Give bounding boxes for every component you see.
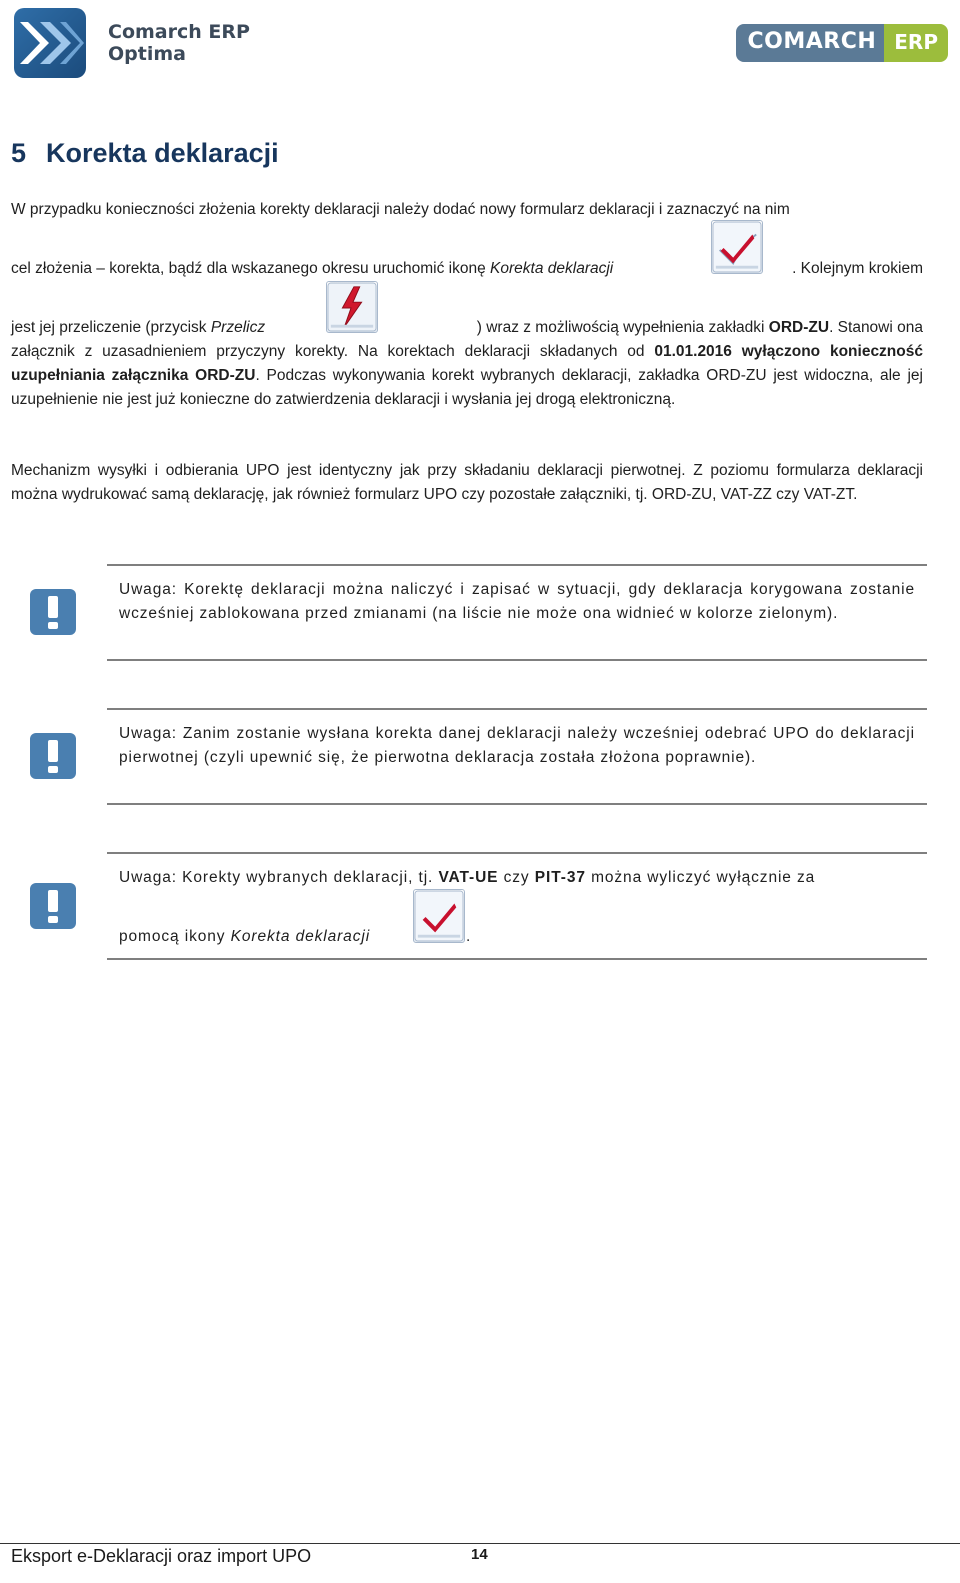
note-3-korekta-label: Korekta deklaracji [230, 928, 371, 945]
note-1-bottom-rule [107, 659, 927, 661]
section-number: 5 [11, 138, 27, 168]
p1-l2-korekta-label: Korekta deklaracji [490, 260, 614, 277]
page-number: 14 [471, 1546, 488, 1563]
section-title: Korekta deklaracji [46, 138, 279, 168]
note-3-text-c: można wyliczyć wyłącznie za [585, 869, 816, 886]
warning-exclamation-icon [30, 733, 76, 779]
p1-rest-text-b: . Podczas wykonywania korekt wybranych deklaracji, zakładka ORD-ZU jest widoczna, ale jej uzupełnienie nie jest już konieczne do zatwierdzenia deklaracji i wysłania jej drogą elektroniczną. [11, 367, 923, 408]
brand-comarch: COMARCH [736, 24, 885, 62]
p1-rest-text-a: załącznik z uzasadnieniem przyczyny korekty. Na korektach deklaracji składanych od [11, 343, 655, 360]
p1-l3-text-a: jest jej przeliczenie (przycisk [11, 319, 211, 336]
note-1-text: Uwaga: Korektę deklaracji można naliczyć i zapisać w sytuacji, gdy deklaracja korygowana zostanie wcześniej zablokowana przed zmianami (na liście nie może ona widnieć w kolorze zielonym). [119, 581, 915, 622]
p1-l3-przelicz-label: Przelicz [210, 319, 266, 336]
p1-l3-text-c: . Stanowi ona [829, 319, 923, 336]
paragraph-1-line-3-end [477, 316, 923, 340]
product-name-line2: Optima [108, 43, 186, 65]
page-header [0, 0, 960, 90]
warning-exclamation-icon [30, 883, 76, 929]
product-name [108, 21, 250, 65]
przelicz-lightning-icon[interactable] [326, 281, 378, 333]
comarch-erp-optima-logo [14, 8, 250, 78]
note-1-top-rule [107, 564, 927, 566]
note-3-bottom-rule [107, 958, 927, 960]
note-2-top-rule [107, 708, 927, 710]
p1-rest-bold: 01.01.2016 wyłączono konieczność uzupełniania załącznika ORD-ZU [11, 343, 923, 384]
optima-logo-icon [14, 8, 86, 78]
note-2-bottom-rule [107, 803, 927, 805]
note-2-text: Uwaga: Zanim zostanie wysłana korekta danej deklaracji należy wcześniej odebrać UPO do deklaracji pierwotnej (czyli upewnić się, że pierwotna deklaracja została złożona poprawnie). [119, 725, 915, 766]
p1-l2-text-a: cel złożenia – korekta, bądź dla wskazanego okresu uruchomić ikonę [11, 260, 491, 277]
note-3-period: . [466, 928, 472, 945]
korekta-deklaracji-icon[interactable] [711, 220, 763, 274]
note-3-pit-37: PIT-37 [534, 869, 586, 886]
note-3-line-2 [119, 925, 419, 949]
p1-l3-text-b: ) wraz z możliwością wypełnienia zakładki [476, 319, 769, 336]
note-3-line-1 [119, 866, 915, 890]
korekta-deklaracji-icon[interactable] [413, 889, 465, 943]
warning-exclamation-icon [30, 589, 76, 635]
paragraph-1-line-1: W przypadku konieczności złożenia korekty deklaracji należy dodać nowy formularz deklaracji i zaznaczyć na nim [11, 201, 790, 218]
footer-title: Eksport e-Deklaracji oraz import UPO [11, 1546, 312, 1566]
note-3-text-d: pomocą ikony [119, 928, 231, 945]
section-heading [11, 138, 279, 169]
note-3-text-a: Uwaga: Korekty wybranych deklaracji, tj. [119, 869, 439, 886]
paragraph-1-rest [11, 340, 923, 412]
footer-rule [0, 1543, 960, 1544]
brand-erp: ERP [884, 24, 948, 62]
note-3-vat-ue: VAT-UE [438, 869, 499, 886]
product-name-line1: Comarch ERP [108, 21, 250, 43]
comarch-erp-brand-logo [736, 24, 949, 62]
note-3-text-b: czy [498, 869, 535, 886]
paragraph-2: Mechanizm wysyłki i odbierania UPO jest identyczny jak przy składaniu deklaracji pierwotnej. Z poziomu formularza deklaracji można wydrukować samą deklarację, jak również formularz UPO czy pozostałe załączniki, tj. ORD-ZU, VAT-ZZ czy VAT-ZT. [11, 462, 923, 503]
p1-l3-ord-zu: ORD-ZU [768, 319, 830, 336]
paragraph-1-line-2 [11, 257, 923, 281]
note-3-top-rule [107, 852, 927, 854]
paragraph-1-line-2-end: . Kolejnym krokiem [792, 260, 923, 277]
